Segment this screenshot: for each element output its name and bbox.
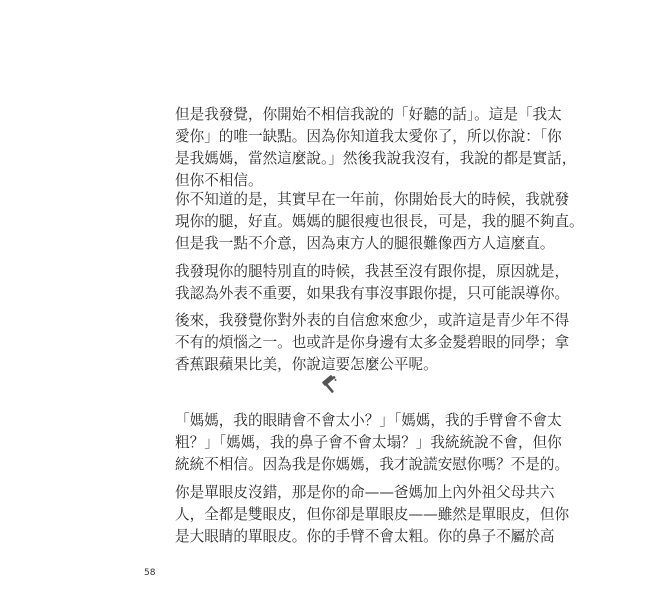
- text-line: 但是我發覺，你開始不相信我說的「好聽的話」。這是「我太: [175, 106, 562, 123]
- paragraph-2: [175, 189, 584, 255]
- text-line: 現你的腿，好直。媽媽的腿很瘦也很長，可是，我的腿不夠直。: [175, 213, 584, 230]
- text-line: 但你不相信。: [175, 172, 263, 189]
- paragraph-3: [175, 261, 570, 305]
- text-line: 是大眼睛的單眼皮。你的手臂不會太粗。你的鼻子不屬於高: [175, 528, 555, 545]
- text-line: 人，全都是雙眼皮，但你卻是單眼皮——雖然是單眼皮，但你: [175, 506, 570, 523]
- text-line: 我發現你的腿特別直的時候，我甚至沒有跟你提，原因就是，: [175, 263, 570, 280]
- text-line: 「媽媽，我的眼睛會不會太小？」「媽媽，我的手臂會不會太: [175, 412, 562, 429]
- page-number: 58: [144, 568, 156, 578]
- text-line: 你是單眼皮沒錯，那是你的命——爸媽加上內外祖父母共六: [175, 484, 555, 501]
- text-line: 香蕉跟蘋果比美，你說這要怎麼公平呢。: [175, 356, 438, 373]
- text-line: 統統不相信。因為我是你媽媽，我才說謊安慰你嗎？不是的。: [175, 456, 570, 473]
- text-line: 後來，我發覺你對外表的自信愈來愈少，或許這是青少年不得: [175, 312, 570, 329]
- text-line: 粗？」「媽媽，我的鼻子會不會太塌？」我統統說不會，但你: [175, 434, 562, 451]
- text-line: 愛你」的唯一缺點。因為你知道我太愛你了，所以你說：「你: [175, 128, 562, 145]
- text-line: 不有的煩惱之一。也或許是你身邊有太多金髮碧眼的同學；拿: [175, 334, 570, 351]
- text-line: 我認為外表不重要，如果我有事沒事跟你提，只可能誤導你。: [175, 285, 570, 302]
- paragraph-4: [175, 310, 570, 376]
- paragraph-5: [175, 410, 570, 476]
- text-line: 你不知道的是，其實早在一年前，你開始長大的時候，我就發: [175, 191, 570, 208]
- paragraph-6: [175, 482, 570, 548]
- hammer-icon: [318, 374, 340, 396]
- text-line: 是我媽媽，當然這麼說。」然後我說我沒有，我說的都是實話，: [175, 150, 577, 167]
- text-line: 但是我一點不介意，因為東方人的腿很難像西方人這麼直。: [175, 235, 555, 252]
- paragraph-1: [175, 104, 577, 192]
